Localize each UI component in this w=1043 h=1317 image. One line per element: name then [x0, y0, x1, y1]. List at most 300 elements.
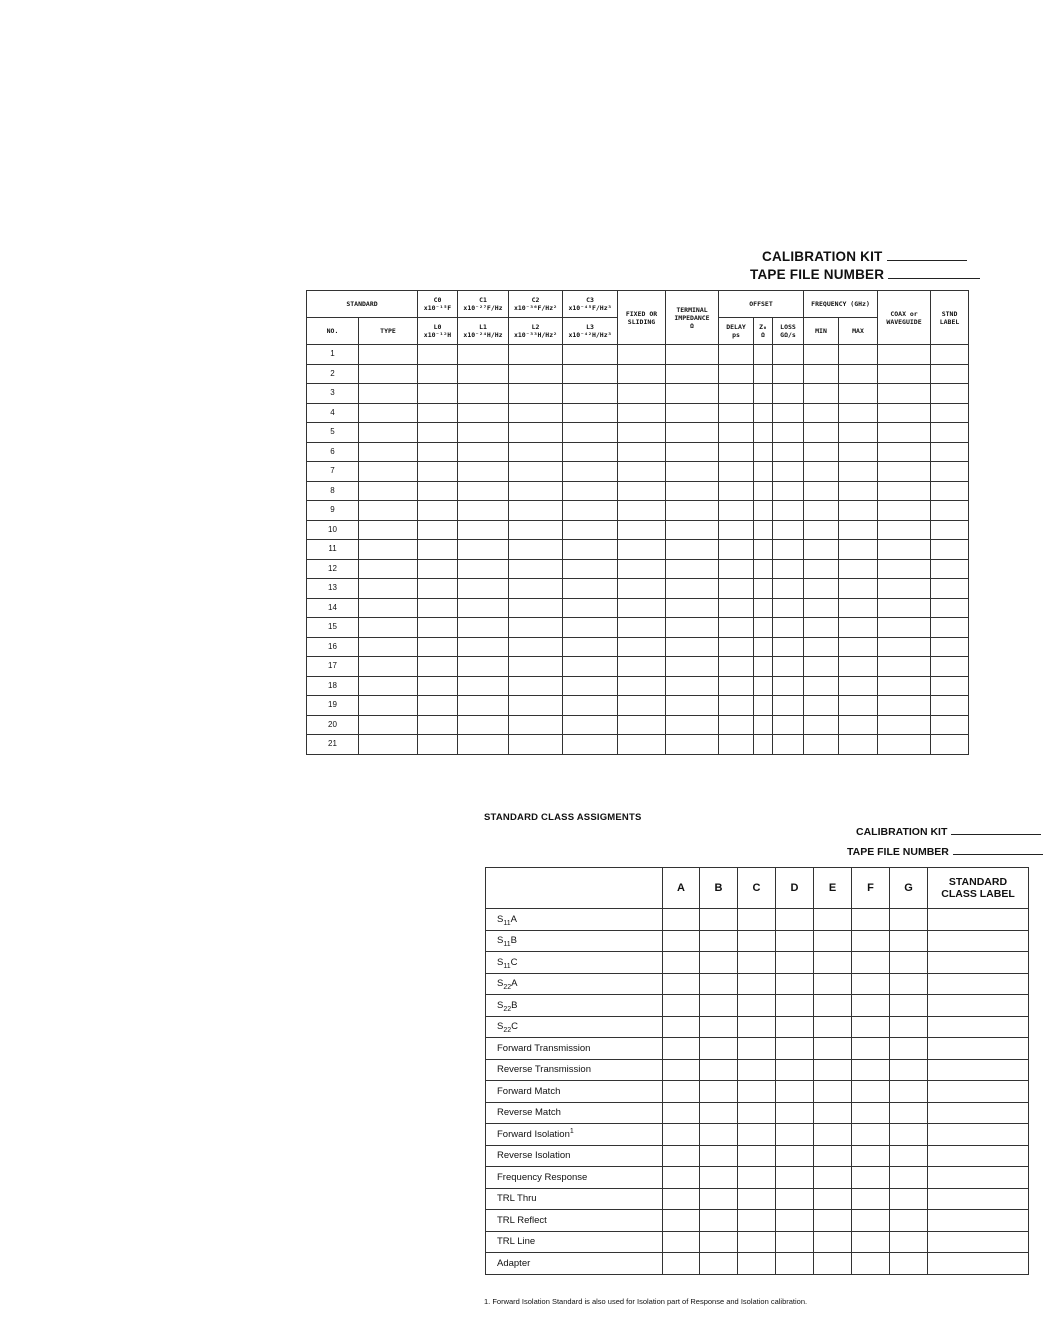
class-assignment-cell[interactable] [663, 909, 700, 931]
entry-cell[interactable] [618, 462, 666, 482]
entry-cell[interactable] [418, 715, 458, 735]
entry-cell[interactable] [773, 540, 804, 560]
entry-cell[interactable] [359, 423, 418, 443]
entry-cell[interactable] [773, 715, 804, 735]
entry-cell[interactable] [359, 364, 418, 384]
entry-cell[interactable] [666, 423, 719, 443]
entry-cell[interactable] [839, 345, 878, 365]
entry-cell[interactable] [458, 579, 509, 599]
class-label-cell[interactable] [928, 1059, 1029, 1081]
class-assignment-cell[interactable] [852, 1210, 890, 1232]
class-assignment-cell[interactable] [814, 973, 852, 995]
entry-cell[interactable] [804, 696, 839, 716]
class-assignment-cell[interactable] [738, 1124, 776, 1146]
entry-cell[interactable] [458, 676, 509, 696]
class-assignment-cell[interactable] [663, 1124, 700, 1146]
class-assignment-cell[interactable] [738, 909, 776, 931]
class-assignment-cell[interactable] [700, 1016, 738, 1038]
entry-cell[interactable] [458, 501, 509, 521]
entry-cell[interactable] [509, 598, 563, 618]
class-label-cell[interactable] [928, 1102, 1029, 1124]
entry-cell[interactable] [563, 520, 618, 540]
class-assignment-cell[interactable] [852, 1145, 890, 1167]
class-assignment-cell[interactable] [700, 1188, 738, 1210]
entry-cell[interactable] [563, 696, 618, 716]
entry-cell[interactable] [931, 403, 969, 423]
entry-cell[interactable] [666, 384, 719, 404]
class-assignment-cell[interactable] [852, 1188, 890, 1210]
entry-cell[interactable] [458, 618, 509, 638]
class-assignment-cell[interactable] [663, 973, 700, 995]
class-assignment-cell[interactable] [700, 952, 738, 974]
class-assignment-cell[interactable] [852, 995, 890, 1017]
entry-cell[interactable] [359, 618, 418, 638]
entry-cell[interactable] [618, 637, 666, 657]
entry-cell[interactable] [418, 501, 458, 521]
entry-cell[interactable] [458, 423, 509, 443]
entry-cell[interactable] [359, 442, 418, 462]
entry-cell[interactable] [878, 364, 931, 384]
entry-cell[interactable] [804, 735, 839, 755]
entry-cell[interactable] [773, 403, 804, 423]
entry-cell[interactable] [458, 364, 509, 384]
entry-cell[interactable] [804, 715, 839, 735]
class-assignment-cell[interactable] [700, 1253, 738, 1275]
entry-cell[interactable] [804, 462, 839, 482]
entry-cell[interactable] [719, 618, 754, 638]
entry-cell[interactable] [563, 715, 618, 735]
entry-cell[interactable] [359, 735, 418, 755]
entry-cell[interactable] [359, 579, 418, 599]
entry-cell[interactable] [719, 403, 754, 423]
entry-cell[interactable] [509, 559, 563, 579]
class-assignment-cell[interactable] [700, 1124, 738, 1146]
class-assignment-cell[interactable] [776, 930, 814, 952]
class-assignment-cell[interactable] [776, 973, 814, 995]
entry-cell[interactable] [773, 676, 804, 696]
entry-cell[interactable] [754, 403, 773, 423]
class-assignment-cell[interactable] [814, 1016, 852, 1038]
class-assignment-cell[interactable] [738, 995, 776, 1017]
entry-cell[interactable] [773, 520, 804, 540]
class-assignment-cell[interactable] [890, 1102, 928, 1124]
class-assignment-cell[interactable] [814, 930, 852, 952]
class-assignment-cell[interactable] [776, 1210, 814, 1232]
entry-cell[interactable] [418, 423, 458, 443]
entry-cell[interactable] [719, 715, 754, 735]
class-assignment-cell[interactable] [814, 1124, 852, 1146]
entry-cell[interactable] [418, 481, 458, 501]
entry-cell[interactable] [719, 364, 754, 384]
class-assignment-cell[interactable] [738, 1210, 776, 1232]
entry-cell[interactable] [773, 423, 804, 443]
entry-cell[interactable] [878, 579, 931, 599]
entry-cell[interactable] [839, 540, 878, 560]
entry-cell[interactable] [931, 579, 969, 599]
entry-cell[interactable] [804, 403, 839, 423]
entry-cell[interactable] [666, 735, 719, 755]
entry-cell[interactable] [719, 735, 754, 755]
class-assignment-cell[interactable] [852, 909, 890, 931]
entry-cell[interactable] [418, 345, 458, 365]
entry-cell[interactable] [618, 676, 666, 696]
class-assignment-cell[interactable] [776, 1038, 814, 1060]
class-assignment-cell[interactable] [700, 1059, 738, 1081]
class-assignment-cell[interactable] [852, 1124, 890, 1146]
entry-cell[interactable] [878, 696, 931, 716]
class-assignment-cell[interactable] [852, 1016, 890, 1038]
class-assignment-cell[interactable] [738, 973, 776, 995]
class-assignment-cell[interactable] [663, 995, 700, 1017]
entry-cell[interactable] [754, 637, 773, 657]
class-assignment-cell[interactable] [890, 1081, 928, 1103]
entry-cell[interactable] [839, 423, 878, 443]
entry-cell[interactable] [839, 637, 878, 657]
entry-cell[interactable] [719, 345, 754, 365]
entry-cell[interactable] [666, 403, 719, 423]
class-assignment-cell[interactable] [776, 1188, 814, 1210]
entry-cell[interactable] [509, 364, 563, 384]
entry-cell[interactable] [618, 657, 666, 677]
class-assignment-cell[interactable] [890, 1124, 928, 1146]
entry-cell[interactable] [666, 462, 719, 482]
entry-cell[interactable] [618, 540, 666, 560]
entry-cell[interactable] [563, 481, 618, 501]
class-assignment-cell[interactable] [814, 1167, 852, 1189]
entry-cell[interactable] [618, 403, 666, 423]
entry-cell[interactable] [878, 657, 931, 677]
entry-cell[interactable] [719, 481, 754, 501]
class-assignment-cell[interactable] [738, 1145, 776, 1167]
class-assignment-cell[interactable] [814, 1038, 852, 1060]
class-assignment-cell[interactable] [738, 1231, 776, 1253]
entry-cell[interactable] [839, 657, 878, 677]
class-label-cell[interactable] [928, 995, 1029, 1017]
class-assignment-cell[interactable] [776, 1167, 814, 1189]
entry-cell[interactable] [418, 442, 458, 462]
entry-cell[interactable] [563, 676, 618, 696]
entry-cell[interactable] [804, 520, 839, 540]
class-assignment-cell[interactable] [890, 995, 928, 1017]
class-assignment-cell[interactable] [890, 1253, 928, 1275]
entry-cell[interactable] [804, 540, 839, 560]
entry-cell[interactable] [878, 735, 931, 755]
entry-cell[interactable] [509, 579, 563, 599]
entry-cell[interactable] [931, 618, 969, 638]
entry-cell[interactable] [931, 481, 969, 501]
entry-cell[interactable] [666, 618, 719, 638]
entry-cell[interactable] [719, 462, 754, 482]
entry-cell[interactable] [839, 520, 878, 540]
entry-cell[interactable] [754, 540, 773, 560]
class-assignment-cell[interactable] [776, 909, 814, 931]
calibration-kit-blank[interactable] [887, 259, 967, 261]
entry-cell[interactable] [773, 442, 804, 462]
entry-cell[interactable] [754, 501, 773, 521]
entry-cell[interactable] [719, 696, 754, 716]
class-assignment-cell[interactable] [738, 1253, 776, 1275]
class-label-cell[interactable] [928, 1145, 1029, 1167]
entry-cell[interactable] [359, 481, 418, 501]
entry-cell[interactable] [418, 696, 458, 716]
entry-cell[interactable] [754, 696, 773, 716]
entry-cell[interactable] [878, 676, 931, 696]
class-assignment-cell[interactable] [852, 1253, 890, 1275]
entry-cell[interactable] [563, 637, 618, 657]
entry-cell[interactable] [458, 598, 509, 618]
entry-cell[interactable] [563, 618, 618, 638]
entry-cell[interactable] [458, 540, 509, 560]
entry-cell[interactable] [618, 618, 666, 638]
entry-cell[interactable] [618, 384, 666, 404]
entry-cell[interactable] [509, 540, 563, 560]
entry-cell[interactable] [719, 520, 754, 540]
entry-cell[interactable] [754, 735, 773, 755]
entry-cell[interactable] [931, 364, 969, 384]
entry-cell[interactable] [509, 501, 563, 521]
entry-cell[interactable] [719, 676, 754, 696]
entry-cell[interactable] [754, 559, 773, 579]
entry-cell[interactable] [563, 423, 618, 443]
entry-cell[interactable] [359, 520, 418, 540]
entry-cell[interactable] [804, 579, 839, 599]
class-assignment-cell[interactable] [890, 1038, 928, 1060]
entry-cell[interactable] [618, 559, 666, 579]
entry-cell[interactable] [563, 540, 618, 560]
entry-cell[interactable] [359, 501, 418, 521]
entry-cell[interactable] [666, 481, 719, 501]
entry-cell[interactable] [418, 403, 458, 423]
class-assignment-cell[interactable] [814, 1145, 852, 1167]
entry-cell[interactable] [509, 481, 563, 501]
entry-cell[interactable] [458, 520, 509, 540]
class-assignment-cell[interactable] [700, 1210, 738, 1232]
class-assignment-cell[interactable] [776, 995, 814, 1017]
entry-cell[interactable] [666, 657, 719, 677]
entry-cell[interactable] [418, 676, 458, 696]
entry-cell[interactable] [618, 481, 666, 501]
class-label-cell[interactable] [928, 1124, 1029, 1146]
entry-cell[interactable] [878, 384, 931, 404]
entry-cell[interactable] [931, 735, 969, 755]
entry-cell[interactable] [666, 598, 719, 618]
entry-cell[interactable] [666, 364, 719, 384]
entry-cell[interactable] [418, 384, 458, 404]
entry-cell[interactable] [878, 520, 931, 540]
class-assignment-cell[interactable] [776, 1145, 814, 1167]
class-assignment-cell[interactable] [700, 1231, 738, 1253]
entry-cell[interactable] [719, 559, 754, 579]
class-assignment-cell[interactable] [776, 1124, 814, 1146]
entry-cell[interactable] [804, 618, 839, 638]
entry-cell[interactable] [804, 598, 839, 618]
entry-cell[interactable] [931, 657, 969, 677]
entry-cell[interactable] [773, 559, 804, 579]
entry-cell[interactable] [878, 481, 931, 501]
entry-cell[interactable] [773, 364, 804, 384]
entry-cell[interactable] [719, 579, 754, 599]
entry-cell[interactable] [618, 696, 666, 716]
entry-cell[interactable] [618, 423, 666, 443]
entry-cell[interactable] [754, 345, 773, 365]
entry-cell[interactable] [839, 559, 878, 579]
class-assignment-cell[interactable] [814, 1102, 852, 1124]
entry-cell[interactable] [773, 735, 804, 755]
entry-cell[interactable] [804, 423, 839, 443]
class-label-cell[interactable] [928, 1231, 1029, 1253]
class-assignment-cell[interactable] [852, 1038, 890, 1060]
class-assignment-cell[interactable] [814, 995, 852, 1017]
entry-cell[interactable] [458, 462, 509, 482]
entry-cell[interactable] [359, 637, 418, 657]
class-assignment-cell[interactable] [852, 1081, 890, 1103]
entry-cell[interactable] [839, 442, 878, 462]
class-assignment-cell[interactable] [890, 1016, 928, 1038]
class-assignment-cell[interactable] [852, 1167, 890, 1189]
entry-cell[interactable] [931, 423, 969, 443]
class-assignment-cell[interactable] [738, 1059, 776, 1081]
entry-cell[interactable] [618, 442, 666, 462]
entry-cell[interactable] [839, 579, 878, 599]
class-assignment-cell[interactable] [700, 1167, 738, 1189]
class-assignment-cell[interactable] [852, 952, 890, 974]
entry-cell[interactable] [666, 676, 719, 696]
entry-cell[interactable] [666, 715, 719, 735]
class-assignment-cell[interactable] [663, 1231, 700, 1253]
entry-cell[interactable] [618, 598, 666, 618]
entry-cell[interactable] [804, 384, 839, 404]
class-assignment-cell[interactable] [738, 930, 776, 952]
entry-cell[interactable] [719, 598, 754, 618]
entry-cell[interactable] [839, 481, 878, 501]
entry-cell[interactable] [804, 481, 839, 501]
entry-cell[interactable] [359, 657, 418, 677]
entry-cell[interactable] [754, 442, 773, 462]
entry-cell[interactable] [878, 618, 931, 638]
entry-cell[interactable] [509, 423, 563, 443]
entry-cell[interactable] [509, 462, 563, 482]
entry-cell[interactable] [618, 345, 666, 365]
entry-cell[interactable] [878, 715, 931, 735]
class-label-cell[interactable] [928, 930, 1029, 952]
entry-cell[interactable] [839, 364, 878, 384]
entry-cell[interactable] [458, 735, 509, 755]
entry-cell[interactable] [458, 442, 509, 462]
entry-cell[interactable] [839, 676, 878, 696]
class-assignment-cell[interactable] [700, 1038, 738, 1060]
entry-cell[interactable] [418, 657, 458, 677]
class-assignment-cell[interactable] [890, 973, 928, 995]
class-assignment-cell[interactable] [663, 930, 700, 952]
entry-cell[interactable] [773, 618, 804, 638]
entry-cell[interactable] [458, 384, 509, 404]
class-assignment-cell[interactable] [663, 1210, 700, 1232]
entry-cell[interactable] [563, 559, 618, 579]
entry-cell[interactable] [563, 384, 618, 404]
class-assignment-cell[interactable] [700, 930, 738, 952]
class-assignment-cell[interactable] [738, 1102, 776, 1124]
class-assignment-cell[interactable] [776, 1059, 814, 1081]
entry-cell[interactable] [509, 442, 563, 462]
entry-cell[interactable] [773, 657, 804, 677]
entry-cell[interactable] [418, 598, 458, 618]
class-assignment-cell[interactable] [776, 1102, 814, 1124]
class-assignment-cell[interactable] [663, 1038, 700, 1060]
entry-cell[interactable] [719, 540, 754, 560]
entry-cell[interactable] [618, 715, 666, 735]
entry-cell[interactable] [754, 481, 773, 501]
entry-cell[interactable] [666, 442, 719, 462]
class-assignment-cell[interactable] [738, 1081, 776, 1103]
entry-cell[interactable] [773, 462, 804, 482]
entry-cell[interactable] [509, 637, 563, 657]
entry-cell[interactable] [804, 657, 839, 677]
class-assignment-cell[interactable] [890, 1231, 928, 1253]
class-assignment-cell[interactable] [814, 1210, 852, 1232]
entry-cell[interactable] [754, 598, 773, 618]
entry-cell[interactable] [754, 423, 773, 443]
class-assignment-cell[interactable] [814, 952, 852, 974]
entry-cell[interactable] [359, 403, 418, 423]
entry-cell[interactable] [359, 598, 418, 618]
class-label-cell[interactable] [928, 1253, 1029, 1275]
entry-cell[interactable] [563, 345, 618, 365]
entry-cell[interactable] [931, 384, 969, 404]
entry-cell[interactable] [878, 403, 931, 423]
entry-cell[interactable] [754, 520, 773, 540]
entry-cell[interactable] [878, 501, 931, 521]
entry-cell[interactable] [418, 579, 458, 599]
entry-cell[interactable] [719, 384, 754, 404]
entry-cell[interactable] [563, 735, 618, 755]
entry-cell[interactable] [804, 559, 839, 579]
class-assignment-cell[interactable] [663, 1016, 700, 1038]
class-assignment-cell[interactable] [776, 1081, 814, 1103]
entry-cell[interactable] [773, 501, 804, 521]
entry-cell[interactable] [719, 501, 754, 521]
class-assignment-cell[interactable] [890, 930, 928, 952]
class-assignment-cell[interactable] [776, 1231, 814, 1253]
tape-file-number-blank[interactable] [888, 277, 980, 279]
class-assignment-cell[interactable] [700, 1145, 738, 1167]
class-assignment-cell[interactable] [776, 1253, 814, 1275]
entry-cell[interactable] [878, 462, 931, 482]
entry-cell[interactable] [773, 696, 804, 716]
class-assignment-cell[interactable] [890, 1188, 928, 1210]
entry-cell[interactable] [359, 559, 418, 579]
entry-cell[interactable] [458, 481, 509, 501]
entry-cell[interactable] [754, 462, 773, 482]
entry-cell[interactable] [666, 501, 719, 521]
class-assignment-cell[interactable] [890, 1059, 928, 1081]
entry-cell[interactable] [458, 715, 509, 735]
class-assignment-cell[interactable] [890, 1210, 928, 1232]
entry-cell[interactable] [773, 637, 804, 657]
entry-cell[interactable] [931, 442, 969, 462]
entry-cell[interactable] [359, 676, 418, 696]
entry-cell[interactable] [509, 715, 563, 735]
entry-cell[interactable] [773, 579, 804, 599]
entry-cell[interactable] [839, 618, 878, 638]
class-assignment-cell[interactable] [663, 1167, 700, 1189]
entry-cell[interactable] [418, 559, 458, 579]
entry-cell[interactable] [719, 657, 754, 677]
entry-cell[interactable] [839, 598, 878, 618]
entry-cell[interactable] [839, 384, 878, 404]
entry-cell[interactable] [719, 637, 754, 657]
entry-cell[interactable] [458, 696, 509, 716]
entry-cell[interactable] [359, 384, 418, 404]
